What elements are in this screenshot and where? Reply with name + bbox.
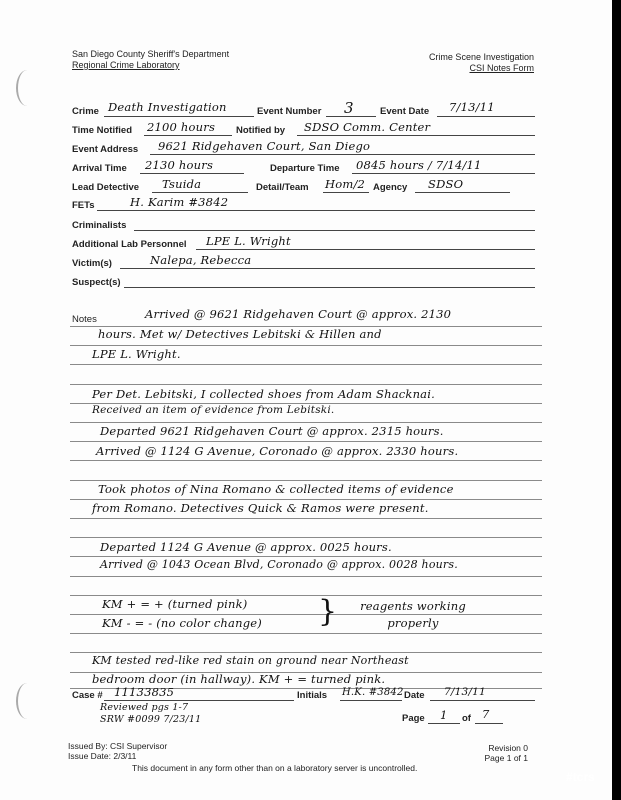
victims-value[interactable]: Nalepa, Rebecca (150, 253, 252, 267)
note-line: Received an item of evidence from Lebitski. (92, 404, 335, 416)
arrival-time-value[interactable]: 2130 hours (145, 158, 214, 172)
detail-team-value[interactable]: Hom/2 (325, 177, 366, 191)
issue-date: Issue Date: 2/3/11 (68, 751, 137, 761)
time-notified-value[interactable]: 2100 hours (147, 120, 216, 134)
departure-time-value[interactable]: 0845 hours / 7/14/11 (356, 158, 482, 172)
lead-detective-label: Lead Detective (72, 182, 140, 193)
fets-value[interactable]: H. Karim #3842 (130, 195, 229, 209)
fets-label: FETs (72, 200, 95, 211)
event-number-label: Event Number (257, 106, 322, 117)
note-line: from Romano. Detectives Quick & Ramos were present. (92, 501, 429, 515)
note-line: hours. Met w/ Detectives Lebitski & Hillen and (98, 327, 382, 341)
departure-time-label: Departure Time (270, 163, 340, 174)
page-label: Page (402, 713, 425, 724)
notes-label: Notes (72, 314, 97, 325)
note-line: LPE L. Wright. (92, 347, 181, 361)
date-label: Date (404, 690, 425, 701)
of-label: of (462, 713, 471, 724)
form-title: CSI Notes Form (469, 63, 534, 73)
case-value[interactable]: 11133835 (114, 685, 175, 699)
revision: Revision 0 (488, 743, 528, 753)
lead-detective-value[interactable]: Tsuida (162, 177, 202, 191)
crime-value[interactable]: Death Investigation (108, 100, 227, 114)
event-address-value[interactable]: 9621 Ridgehaven Court, San Diego (158, 139, 371, 153)
lab-name: Regional Crime Laboratory (72, 60, 180, 70)
initials-value[interactable]: H.K. #3842 (342, 687, 404, 698)
note-line: Arrived @ 9621 Ridgehaven Court @ approx. 2130 (145, 307, 452, 321)
note-line: Per Det. Lebitski, I collected shoes from Adam Shacknai. (92, 387, 435, 401)
punch-hole-top (16, 70, 38, 106)
note-line: KM - = - (no color change) (102, 616, 262, 630)
detail-team-label: Detail/Team (256, 182, 309, 193)
event-date-value[interactable]: 7/13/11 (449, 100, 495, 114)
victims-label: Victim(s) (72, 258, 112, 269)
suspects-label: Suspect(s) (72, 277, 121, 288)
crime-label: Crime (72, 106, 99, 117)
note-line: Arrived @ 1124 G Avenue, Coronado @ approx. 2330 hours. (96, 444, 459, 458)
date-value[interactable]: 7/13/11 (444, 686, 486, 698)
additional-lab-value[interactable]: LPE L. Wright (206, 234, 291, 248)
page-of-footer: Page 1 of 1 (484, 753, 528, 763)
reagent-note: reagents working properly (360, 599, 466, 630)
note-line: Departed 1124 G Avenue @ approx. 0025 hours. (100, 540, 392, 554)
notified-by-value[interactable]: SDSO Comm. Center (304, 120, 431, 134)
note-line: Arrived @ 1043 Ocean Blvd, Coronado @ approx. 0028 hours. (100, 558, 458, 571)
issued-by: Issued By: CSI Supervisor (68, 741, 168, 751)
disclaimer: This document in any form other than on a laboratory server is uncontrolled. (132, 763, 418, 773)
agency-label: Agency (373, 182, 408, 193)
notified-by-label: Notified by (236, 125, 286, 136)
note-line: Took photos of Nina Romano & collected items of evidence (98, 482, 454, 496)
case-label: Case # (72, 690, 103, 701)
review-note: SRW #0099 7/23/11 (100, 714, 202, 725)
event-number-value[interactable]: 3 (344, 99, 354, 117)
watermark-tag: #tcrs (566, 770, 595, 784)
org-name: San Diego County Sheriff's Department (72, 49, 230, 59)
note-line: KM tested red-like red stain on ground near Northeast (92, 654, 409, 667)
review-note: Reviewed pgs 1-7 (100, 702, 189, 713)
punch-hole-bottom (16, 683, 38, 719)
arrival-time-label: Arrival Time (72, 163, 127, 174)
initials-label: Initials (297, 690, 328, 701)
event-date-label: Event Date (380, 106, 430, 117)
page-value[interactable]: 1 (440, 708, 448, 722)
page-total-value[interactable]: 7 (482, 707, 490, 721)
note-line: bedroom door (in hallway). KM + = turned pink. (92, 672, 386, 686)
additional-lab-label: Additional Lab Personnel (72, 239, 187, 250)
agency-value[interactable]: SDSO (428, 177, 464, 191)
event-address-label: Event Address (72, 144, 139, 155)
note-line: Departed 9621 Ridgehaven Court @ approx. 2315 hours. (100, 424, 444, 438)
bracket-mark: } (318, 594, 338, 629)
time-notified-label: Time Notified (72, 125, 132, 136)
criminalists-label: Criminalists (72, 220, 127, 231)
note-line: KM + = + (turned pink) (102, 597, 248, 611)
form-category: Crime Scene Investigation (428, 52, 534, 62)
